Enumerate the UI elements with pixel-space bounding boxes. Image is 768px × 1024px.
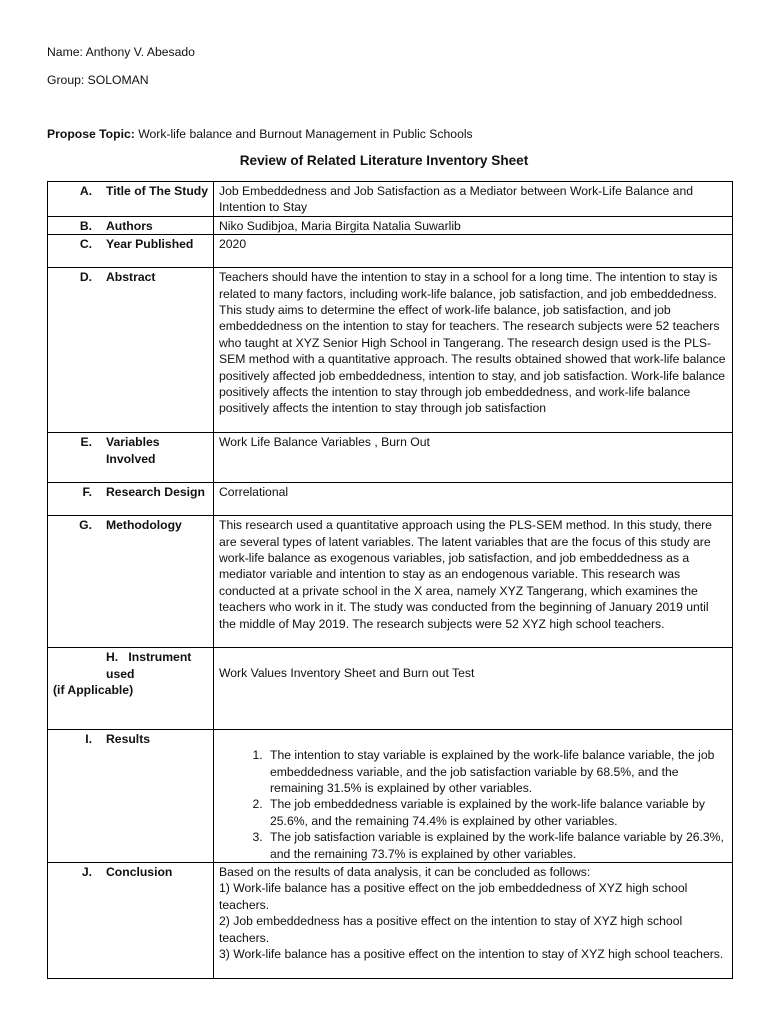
group-name: Group: SOLOMAN (47, 73, 149, 87)
row-letter: J. (81, 865, 92, 880)
topic-value: Work-life balance and Burnout Management in Public Schools (138, 127, 473, 141)
row-label (48, 235, 214, 268)
table-row-design (48, 483, 733, 516)
results-list (219, 747, 728, 862)
sheet-title: Review of Related Literature Inventory Sheet (239, 153, 529, 168)
table-row-year (48, 235, 733, 268)
instrument-text: Work Values Inventory Sheet and Burn out Test (219, 666, 475, 681)
abstract-value: Teachers should have the intention to stay in a school for a long time. The intention to stay is related to many factors, including work-life balance, job satisfaction, and job embeddedness. This study aims to determine the effect of work-life balance, job satisfaction, and job embeddedness on the intention to stay for teachers. The research subjects were 52 teachers who taught at XYZ Senior High School in Tangerang. The research design used is the PLS-SEM method with a quantitative approach. The results obtained showed that work-life balance positively affected job embeddedness, intention to stay, and job satisfaction. Work-life balance positively affects the intention to stay through job embeddedness, and work-life balance positively affects the intention to stay through job satisfaction (214, 268, 733, 433)
design-value: Correlational (214, 483, 733, 516)
row-letter: I. (85, 732, 92, 747)
conclusion-line: 3) Work-life balance has a positive effect on the intention to stay of XYZ high school teachers. (219, 947, 724, 962)
spacer (219, 649, 728, 665)
table-row-instrument (48, 648, 733, 730)
authors-value: Niko Sudibjoa, Maria Birgita Natalia Suwarlib (214, 216, 733, 234)
row-label (48, 483, 214, 516)
instrument-value (214, 648, 733, 730)
row-letter: A. (79, 184, 92, 198)
topic-label: Propose Topic: (47, 127, 135, 141)
study-title-value: Job Embeddedness and Job Satisfaction as a Mediator between Work-Life Balance and Intention to Stay (214, 182, 733, 217)
list-item: 1. The intention to stay variable is explained by the work-life balance variable, the job embeddedness variable, and the job satisfaction variable by 68.5%, and the remaining 31.5% is explained by other variables. (266, 747, 728, 796)
spacer (219, 731, 728, 747)
row-letter: E. (80, 435, 92, 450)
table-row-authors (48, 216, 733, 234)
table-row-methodology (48, 516, 733, 648)
row-label (48, 433, 214, 483)
inventory-table (47, 181, 733, 979)
list-item: 2. The job embeddedness variable is explained by the work-life balance variable by 25.6%, and the remaining 74.4% is explained by other variables. (266, 796, 728, 829)
conclusion-line: Based on the results of data analysis, it can be concluded as follows: (219, 865, 591, 880)
row-letter: B. (79, 218, 92, 233)
table-row-conclusion (48, 863, 733, 979)
row-label-text: Conclusion (106, 865, 173, 880)
row-letter: F. (82, 485, 92, 500)
row-label (48, 268, 214, 433)
row-label-text: Research Design (106, 485, 205, 500)
row-label-text: Methodology (106, 518, 182, 533)
row-label (48, 730, 214, 863)
student-name: Name: Anthony V. Abesado (47, 45, 195, 59)
conclusion-line: 2) Job embeddedness has a positive effect on the intention to stay of XYZ high school teachers. (219, 914, 683, 945)
row-label (48, 516, 214, 648)
variables-value: Work Life Balance Variables , Burn Out (214, 433, 733, 483)
table-row-title (48, 182, 733, 217)
row-letter: D. (79, 270, 92, 285)
row-label (48, 182, 214, 217)
row-label-text: Results (106, 732, 151, 747)
conclusion-value (214, 863, 733, 979)
list-item: 3. The job satisfaction variable is explained by the work-life balance variable by 26.3%, and the remaining 73.7% is explained by other variables. (266, 829, 728, 862)
proposed-topic (47, 126, 473, 142)
table-row-variables (48, 433, 733, 483)
row-label (48, 648, 214, 730)
row-label-text: Abstract (106, 270, 156, 285)
row-label (48, 863, 214, 979)
conclusion-line: 1) Work-life balance has a positive effect on the job embeddedness of XYZ high school teachers. (219, 881, 688, 912)
instrument-label: Instrument used (106, 650, 192, 681)
row-label-text (53, 649, 209, 682)
row-letter: C. (79, 237, 92, 252)
row-letter: H. (106, 650, 119, 665)
row-label-text: Year Published (106, 237, 194, 252)
row-label-text: Authors (106, 218, 153, 233)
row-letter: G. (79, 518, 92, 533)
row-label-text: Variables Involved (106, 435, 160, 466)
year-value: 2020 (214, 235, 733, 268)
table-row-abstract (48, 268, 733, 433)
row-label (48, 216, 214, 234)
instrument-label-second: (if Applicable) (53, 683, 134, 698)
row-label-text: Title of The Study (106, 184, 209, 198)
methodology-value: This research used a quantitative approach using the PLS-SEM method. In this study, there are several types of latent variables. The latent variables that are the focus of this study are work-life balance as exogenous variables, job satisfaction, and job embeddedness as a mediator variable and intention to stay as an endogenous variable. This research was conducted at a private school in the X area, namely XYZ Tangerang, which examines the teachers who work in it. The study was conducted from the beginning of January 2019 until the middle of May 2019. The research subjects were 52 XYZ high school teachers. (214, 516, 733, 648)
table-row-results (48, 730, 733, 863)
results-value (214, 730, 733, 863)
